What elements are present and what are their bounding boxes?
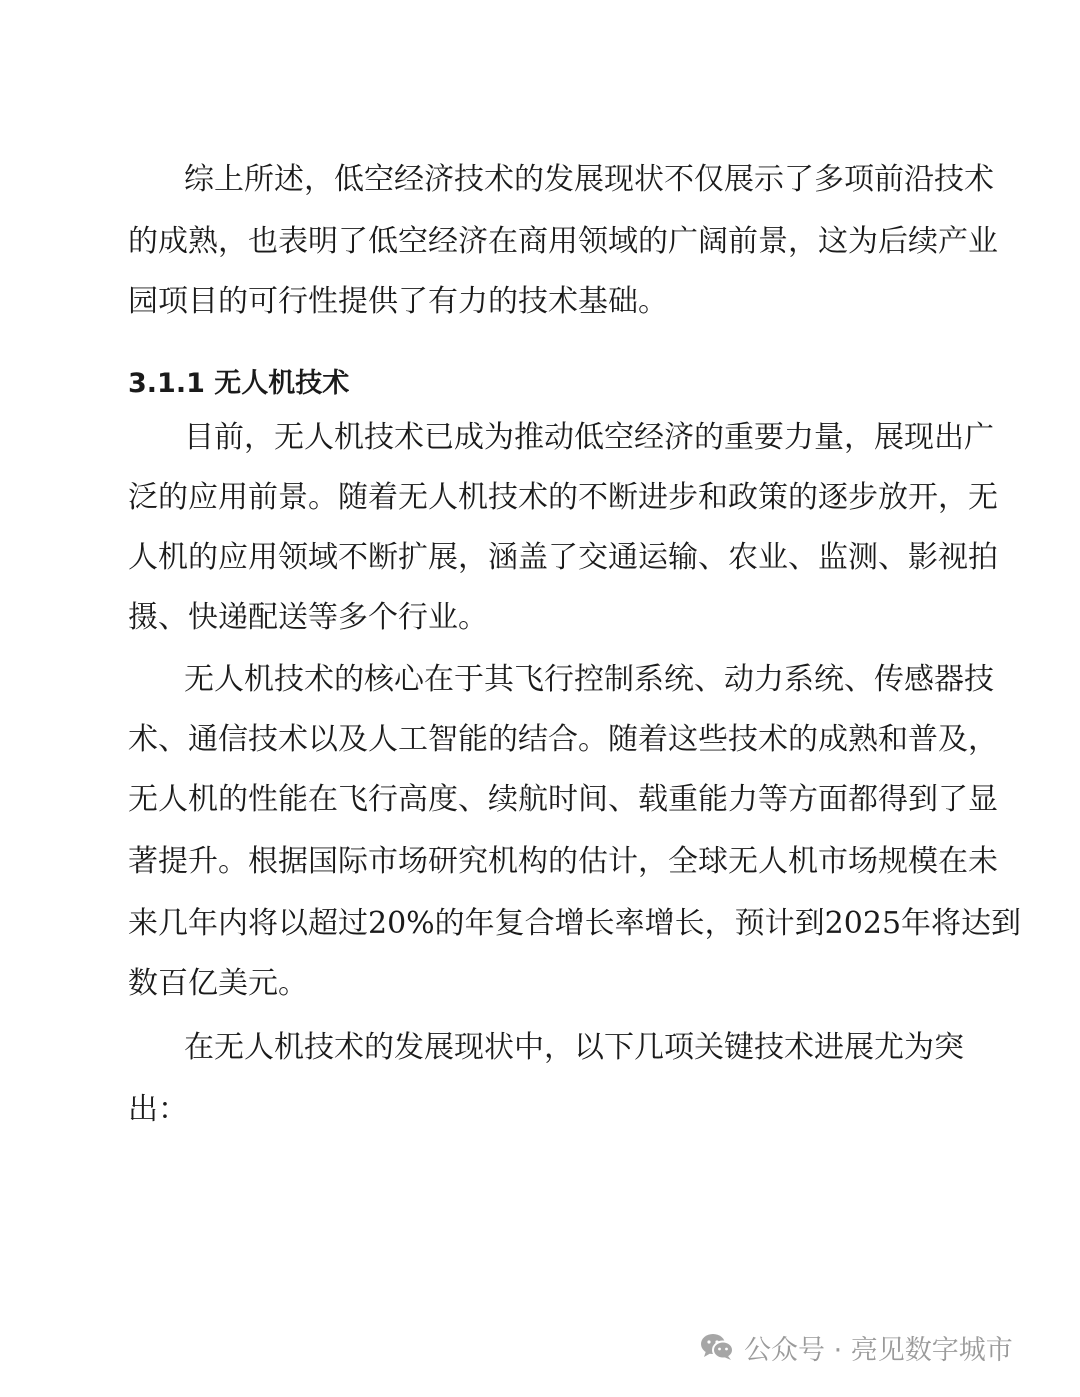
watermark-text: 公众号 · 亮见数字城市 bbox=[744, 1334, 1013, 1366]
paragraph-line-text: 出： bbox=[128, 1092, 188, 1127]
paragraph-line-text: 来几年内将以超过20%的年复合增长率增长，预计到2025年将达到 bbox=[128, 906, 1022, 941]
paragraph-line-text: 在无人机技术的发展现状中，以下几项关键技术进展尤为突 bbox=[184, 1030, 964, 1065]
paragraph-line-text: 人机的应用领域不断扩展，涵盖了交通运输、农业、监测、影视拍 bbox=[128, 540, 998, 575]
paragraph-line-text: 泛的应用前景。随着无人机技术的不断进步和政策的逐步放开，无 bbox=[128, 480, 998, 515]
paragraph-line-text: 数百亿美元。 bbox=[128, 966, 308, 1001]
intro-line-text: 综上所述，低空经济技术的发展现状不仅展示了多项前沿技术 bbox=[184, 162, 994, 197]
section-heading-text: 3.1.1 无人机技术 bbox=[128, 368, 350, 399]
intro-line-text: 的成熟，也表明了低空经济在商用领域的广阔前景，这为后续产业 bbox=[128, 224, 998, 259]
paragraph-line-text: 摄、快递配送等多个行业。 bbox=[128, 600, 488, 635]
intro-line-text: 园项目的可行性提供了有力的技术基础。 bbox=[128, 284, 668, 319]
paragraph-line-text: 无人机的性能在飞行高度、续航时间、载重能力等方面都得到了显 bbox=[128, 782, 998, 817]
wechat-icon bbox=[700, 1332, 744, 1362]
paragraph-line-text: 著提升。根据国际市场研究机构的估计，全球无人机市场规模在未 bbox=[128, 844, 998, 879]
paragraph-line-text: 无人机技术的核心在于其飞行控制系统、动力系统、传感器技 bbox=[184, 662, 994, 697]
wechat-watermark bbox=[700, 1325, 1050, 1369]
paragraph-line-text: 目前，无人机技术已成为推动低空经济的重要力量，展现出广 bbox=[184, 420, 994, 455]
paragraph-line-text: 术、通信技术以及人工智能的结合。随着这些技术的成熟和普及， bbox=[128, 722, 998, 757]
